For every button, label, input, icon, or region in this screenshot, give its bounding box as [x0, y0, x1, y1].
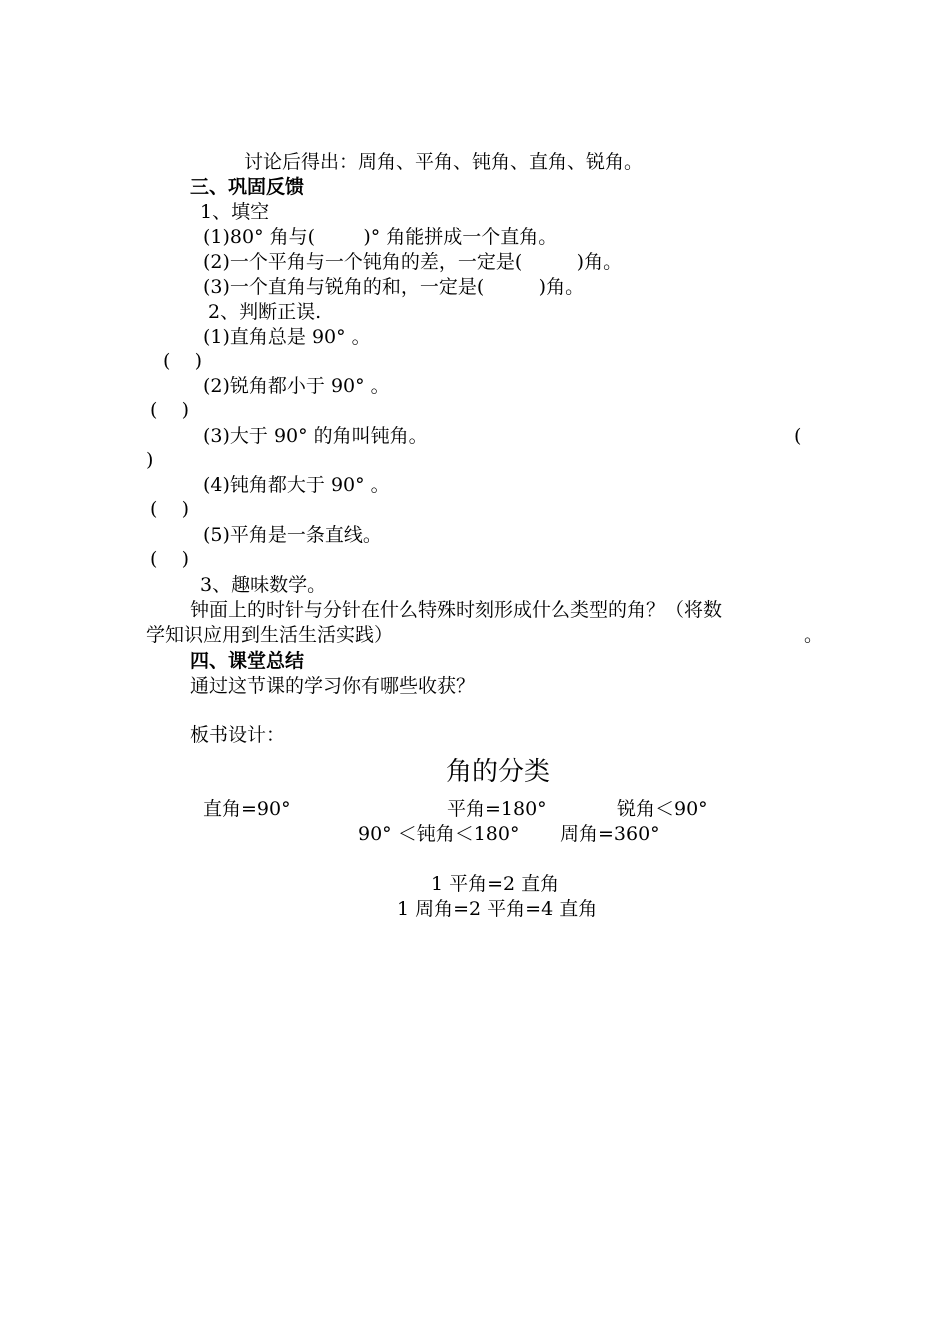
judge-item-2: (2)锐角都小于 90° 。: [203, 375, 390, 397]
judge-item-5: (5)平角是一条直线。: [203, 524, 382, 546]
fun-math-question-end: 。: [804, 624, 824, 646]
fill-item-1: (1)80° 角与( )° 角能拼成一个直角。: [203, 226, 558, 248]
board-obtuse-angle: 90° ＜钝角＜180°: [358, 823, 520, 845]
judge-item-2-bracket: ( ): [150, 399, 189, 421]
fill-blank-label: 1、填空: [200, 201, 270, 223]
judge-item-5-bracket: ( ): [150, 548, 189, 570]
judge-item-1-bracket: ( ): [163, 350, 202, 372]
section-heading-consolidation: 三、巩固反馈: [190, 176, 305, 198]
fill-item-3: (3)一个直角与锐角的和，一定是( )角。: [203, 276, 585, 298]
board-right-angle: 直角=90°: [203, 798, 291, 820]
judge-item-3-bracket-open: (: [794, 425, 802, 447]
fun-math-question-line2: 学知识应用到生活生活实践）: [146, 624, 394, 646]
judge-item-4: (4)钝角都大于 90° 。: [203, 474, 390, 496]
board-acute-angle: 锐角＜90°: [617, 798, 708, 820]
board-design-label: 板书设计：: [190, 724, 286, 746]
board-round-angle: 周角=360°: [560, 823, 660, 845]
board-title: 角的分类: [446, 757, 551, 787]
judge-item-3-bracket-close: ): [146, 449, 154, 471]
judge-item-1: (1)直角总是 90° 。: [203, 326, 371, 348]
discussion-conclusion: 讨论后得出：周角、平角、钝角、直角、锐角。: [244, 151, 644, 173]
fun-math-label: 3、趣味数学。: [200, 574, 327, 596]
judge-item-3: (3)大于 90° 的角叫钝角。: [203, 425, 428, 447]
judge-label: 2、判断正误.: [208, 301, 322, 323]
board-relation-2: 1 周角=2 平角=4 直角: [397, 898, 598, 920]
fun-math-question-line1: 钟面上的时针与分针在什么特殊时刻形成什么类型的角？（将数: [190, 599, 723, 621]
section-heading-summary: 四、课堂总结: [190, 650, 305, 672]
judge-item-4-bracket: ( ): [150, 498, 189, 520]
fill-item-2: (2)一个平角与一个钝角的差，一定是( )角。: [203, 251, 623, 273]
board-straight-angle: 平角=180°: [447, 798, 547, 820]
summary-question: 通过这节课的学习你有哪些收获？: [190, 675, 476, 697]
board-relation-1: 1 平角=2 直角: [431, 873, 560, 895]
